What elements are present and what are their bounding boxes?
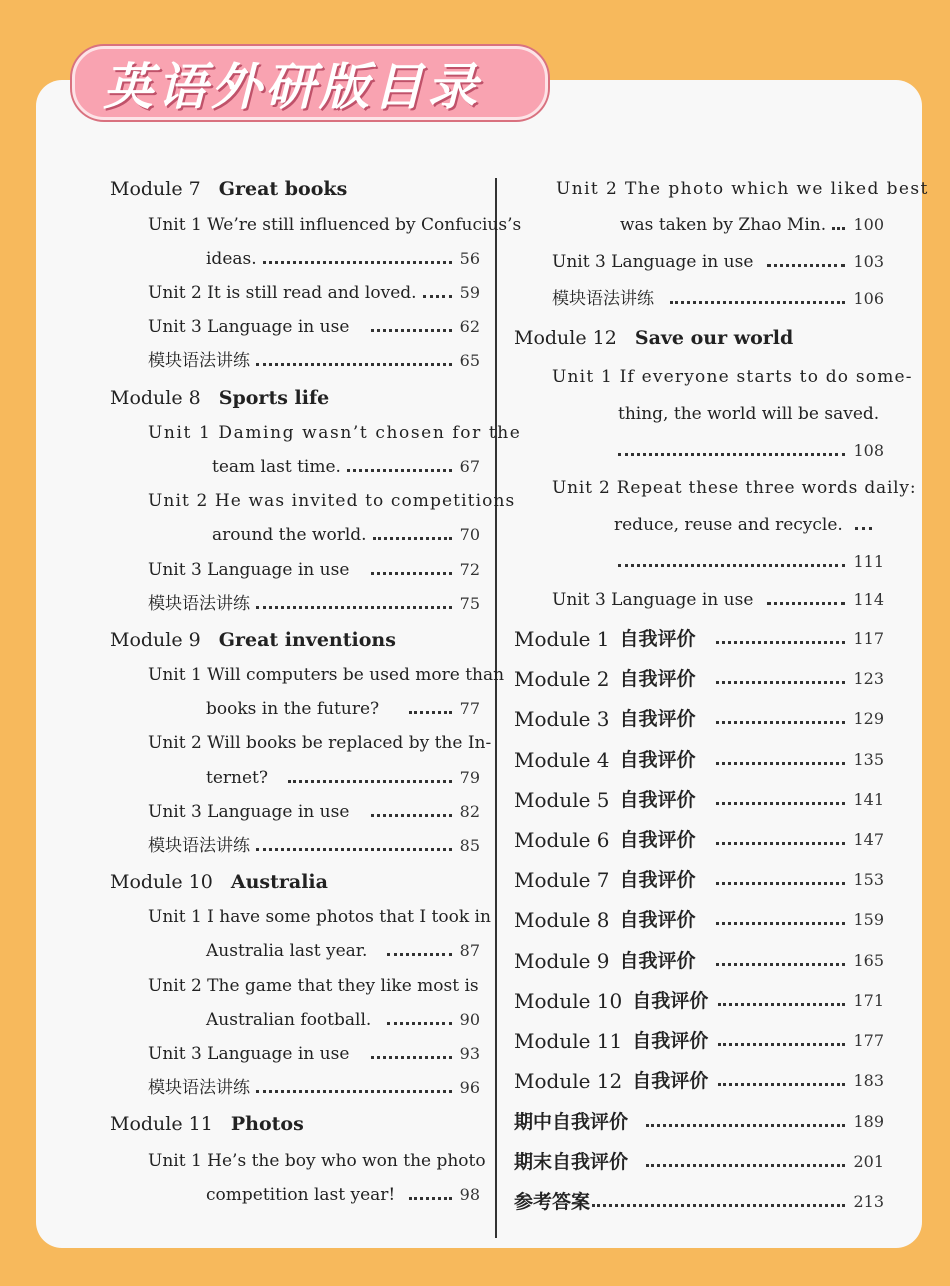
toc-entry-text: 模块语法讲练 [148,594,250,614]
page-number: 65 [459,351,480,370]
toc-entry-evaluation[interactable] [514,1030,884,1052]
evaluation-label: 自我评价 [619,829,696,851]
page-number: 177 [853,1031,884,1050]
toc-entry-text[interactable]: Unit 1 He’s the boy who won the photo [148,1151,486,1171]
evaluation-label: 自我评价 [632,990,709,1012]
toc-entry-text: Module 11 [514,1029,623,1053]
toc-entry-answers[interactable] [514,1191,884,1213]
leader-dots [718,1043,845,1046]
evaluation-label: 自我评价 [619,909,696,931]
evaluation-label: 自我评价 [619,869,696,891]
toc-entry[interactable] [148,593,480,615]
page-number: 153 [853,870,884,889]
leader-dots [716,802,846,805]
toc-entry[interactable] [618,551,884,573]
toc-entry-text: 模块语法讲练 [148,351,250,371]
toc-entry[interactable] [618,440,884,462]
toc-entry-text: reduce, reuse and recycle. [614,515,843,535]
toc-entry[interactable] [552,288,884,310]
toc-entry-text: Module 3 [514,707,610,731]
leader-dots [716,922,846,925]
module-number: Module 10 [110,871,213,893]
toc-entry[interactable] [212,456,480,478]
toc-entry[interactable] [148,350,480,372]
toc-entry-evaluation[interactable] [514,909,884,931]
leader-dots [716,963,846,966]
page-number: 213 [853,1192,884,1211]
toc-entry[interactable] [206,767,480,789]
toc-entry-text: Unit 2 It is still read and loved. [148,283,417,303]
leader-dots [646,1164,845,1167]
module-title: Sports life [218,387,330,409]
toc-entry-text: Module 4 [514,748,610,772]
toc-entry[interactable] [148,282,480,304]
page-number: 135 [853,750,884,769]
toc-entry-text[interactable]: Unit 1 We’re still influenced by Confucius’s [148,215,522,235]
module-title: Photos [230,1113,304,1135]
toc-entry-text[interactable]: Unit 2 Repeat these three words daily: [552,478,917,498]
leader-dots [256,848,452,851]
leader-dots [718,1083,845,1086]
toc-entry[interactable] [148,559,480,581]
page-number: 103 [853,252,884,271]
toc-entry-text: 期末自我评价 [514,1151,629,1173]
page-number: 117 [853,629,884,648]
page-number: 159 [853,910,884,929]
module-heading[interactable] [110,387,329,409]
toc-entry-text: 参考答案 [514,1191,591,1213]
page-number: 85 [459,836,480,855]
evaluation-label: 自我评价 [619,950,696,972]
toc-entry-text[interactable]: Unit 2 Will books be replaced by the In- [148,733,492,753]
toc-entry-text[interactable]: Unit 2 The game that they like most is [148,976,479,996]
toc-entry-final[interactable] [514,1151,884,1173]
toc-entry-evaluation[interactable] [514,869,884,891]
toc-entry[interactable] [206,248,480,270]
leader-dots [256,363,452,366]
page-number: 87 [459,941,480,960]
page-number: 171 [853,991,884,1010]
toc-entry-text: Module 12 [514,1069,623,1093]
toc-entry-text: 模块语法讲练 [148,836,250,856]
toc-entry-evaluation[interactable] [514,950,884,972]
toc-entry-evaluation[interactable] [514,990,884,1012]
leader-dots [767,602,845,605]
page-number: 123 [853,669,884,688]
page-number: 108 [853,441,884,460]
module-heading[interactable] [514,327,793,349]
page-number: 111 [853,552,884,571]
page-number: 93 [459,1044,480,1063]
toc-entry-evaluation[interactable] [514,668,884,690]
toc-entry-text: Module 8 [514,908,610,932]
page-number: 72 [459,560,480,579]
leader-dots [256,606,452,609]
page-number: 189 [853,1112,884,1131]
toc-entry-text: Module 5 [514,788,610,812]
page-number: 75 [459,594,480,613]
toc-entry[interactable] [552,251,884,273]
toc-entry[interactable] [206,1009,480,1031]
module-title: Australia [230,871,328,893]
toc-entry-text: was taken by Zhao Min. [620,215,827,235]
leader-dots [618,453,845,456]
toc-entry-text: Module 7 [514,868,610,892]
toc-entry-evaluation[interactable] [514,829,884,851]
page-number: 96 [459,1078,480,1097]
toc-entry-text[interactable]: Unit 1 Daming wasn’t chosen for the [148,423,522,443]
toc-entry-evaluation[interactable] [514,708,884,730]
leader-dots [409,1197,451,1200]
toc-entry-text: books in the future? [206,699,380,719]
toc-entry-text: Module 2 [514,667,610,691]
leader-dots [618,564,845,567]
module-title: Great books [218,178,348,200]
leader-dots [371,1056,451,1059]
toc-entry[interactable] [148,1043,480,1065]
leader-dots [670,301,845,304]
module-number: Module 7 [110,178,201,200]
leader-dots [855,527,872,530]
module-heading[interactable] [110,871,328,893]
page-number: 114 [853,590,884,609]
leader-dots [716,641,846,644]
page-number: 106 [853,289,884,308]
toc-entry-text: Unit 3 Language in use [148,317,350,337]
leader-dots [716,762,846,765]
leader-dots [387,1022,451,1025]
page-number: 98 [459,1185,480,1204]
toc-entry-text: 模块语法讲练 [552,289,654,309]
module-number: Module 8 [110,387,201,409]
leader-dots [371,329,451,332]
leader-dots [646,1124,845,1127]
page-number: 82 [459,802,480,821]
leader-dots [371,572,451,575]
toc-entry-text: Module 9 [514,949,610,973]
toc-entry-text: Unit 3 Language in use [552,252,754,272]
leader-dots [371,814,451,817]
leader-dots [832,227,845,230]
evaluation-label: 自我评价 [619,668,696,690]
toc-entry-text: 期中自我评价 [514,1111,629,1133]
toc-entry-evaluation[interactable] [514,789,884,811]
toc-entry-text: ideas. [206,249,257,269]
page-number: 56 [459,249,480,268]
toc-entry[interactable] [148,1077,480,1099]
page-number: 70 [459,525,480,544]
toc-entry[interactable] [206,940,480,962]
module-heading[interactable] [110,178,347,200]
leader-dots [263,261,452,264]
page-number: 165 [853,951,884,970]
toc-entry-text: Module 10 [514,989,623,1013]
toc-entry-text: ternet? [206,768,268,788]
toc-entry[interactable] [206,698,480,720]
module-number: Module 9 [110,629,201,651]
evaluation-label: 自我评价 [632,1070,709,1092]
evaluation-label: 自我评价 [619,708,696,730]
toc-entry[interactable] [148,835,480,857]
toc-entry[interactable] [614,514,872,536]
page-number: 147 [853,830,884,849]
leader-dots [256,1090,452,1093]
toc-entry-text: Module 6 [514,828,610,852]
page-number: 201 [853,1152,884,1171]
toc-entry-evaluation[interactable] [514,749,884,771]
toc-entry[interactable] [552,589,884,611]
module-heading[interactable] [110,629,396,651]
toc-entry-text: Module 1 [514,627,610,651]
evaluation-label: 自我评价 [632,1030,709,1052]
toc-entry[interactable] [148,801,480,823]
leader-dots [716,842,846,845]
toc-entry-text: Unit 3 Language in use [148,1044,350,1064]
toc-entry-evaluation[interactable] [514,1070,884,1092]
leader-dots [423,295,452,298]
leader-dots [716,721,846,724]
leader-dots [718,1003,845,1006]
page-number: 67 [459,457,480,476]
leader-dots [716,681,846,684]
page-number: 59 [459,283,480,302]
toc-entry-text[interactable]: thing, the world will be saved. [618,404,880,424]
leader-dots [767,264,845,267]
toc-entry-text: Unit 3 Language in use [552,590,754,610]
toc-entry-text: Unit 3 Language in use [148,560,350,580]
toc-entry-text: competition last year! [206,1185,396,1205]
module-number: Module 12 [514,327,617,349]
module-number: Module 11 [110,1113,213,1135]
leader-dots [592,1204,845,1207]
page-number: 183 [853,1071,884,1090]
page-number: 100 [853,215,884,234]
page-number: 77 [459,699,480,718]
module-heading[interactable] [110,1113,304,1135]
toc-entry-evaluation[interactable] [514,628,884,650]
evaluation-label: 自我评价 [619,749,696,771]
toc-entry-text[interactable]: Unit 1 Will computers be used more than [148,665,505,685]
toc-entry-text: Australian football. [206,1010,372,1030]
evaluation-label: 自我评价 [619,628,696,650]
toc-entry[interactable] [206,1184,480,1206]
leader-dots [347,469,452,472]
toc-entry-text: Unit 3 Language in use [148,802,350,822]
toc-entry-text: Australia last year. [206,941,368,961]
leader-dots [387,953,451,956]
toc-entry-text: 模块语法讲练 [148,1078,250,1098]
toc-entry[interactable] [212,524,480,546]
module-title: Great inventions [218,629,396,651]
leader-dots [716,882,846,885]
toc-entry[interactable] [148,316,480,338]
leader-dots [409,711,452,714]
page-number: 62 [459,317,480,336]
toc-entry-text[interactable]: Unit 2 He was invited to competitions [148,491,516,511]
toc-entry-text: around the world. [212,525,367,545]
toc-entry[interactable] [620,214,884,236]
leader-dots [288,780,452,783]
page-title: 英语外研版目录 [103,58,481,116]
toc-entry-midterm[interactable] [514,1111,884,1133]
title-banner [72,46,548,120]
evaluation-label: 自我评价 [619,789,696,811]
toc-entry-text[interactable]: Unit 1 I have some photos that I took in [148,907,491,927]
toc-entry-text[interactable]: Unit 1 If everyone starts to do some- [552,367,913,387]
toc-entry-text: team last time. [212,457,341,477]
column-divider [495,178,497,1238]
module-title: Save our world [634,327,794,349]
page-number: 90 [459,1010,480,1029]
page-number: 79 [459,768,480,787]
leader-dots [373,537,452,540]
toc-entry-text[interactable]: Unit 2 The photo which we liked best [556,179,929,199]
page-number: 141 [853,790,884,809]
page-number: 129 [853,709,884,728]
